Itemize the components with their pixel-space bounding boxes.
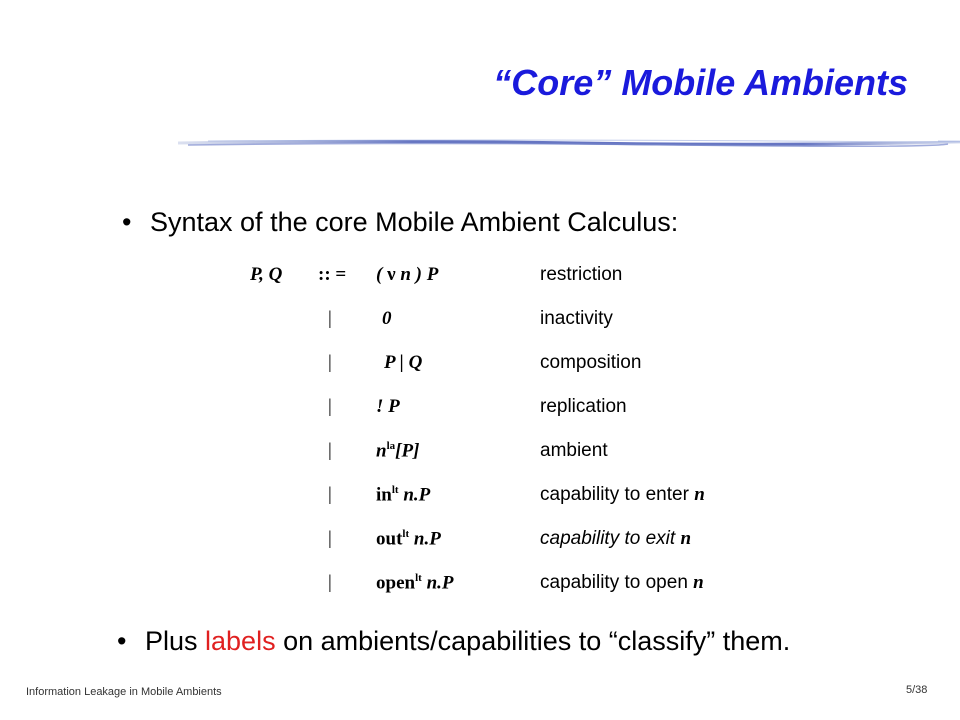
grammar-bar: | — [328, 352, 332, 373]
cap-label: lt — [415, 572, 422, 584]
grammar-bar: | — [328, 484, 332, 505]
cap-keyword: open — [376, 572, 416, 594]
ambient-label: la — [386, 440, 396, 452]
slide-number: 5/38 — [906, 684, 928, 696]
grammar-bar: | — [328, 440, 332, 461]
desc-text: capability to exit — [540, 528, 676, 549]
term-post: n ) P — [395, 264, 439, 285]
grammar-desc — [540, 528, 691, 550]
term-pre: n — [376, 440, 387, 462]
grammar-term — [376, 264, 438, 286]
grammar-desc — [540, 484, 705, 506]
term-post: n.P — [409, 528, 441, 550]
desc-text: capability to open — [540, 572, 688, 593]
cap-keyword: in — [376, 484, 392, 506]
term-post: n.P — [421, 572, 454, 594]
grammar-def: :: = — [318, 264, 347, 285]
grammar-term — [376, 440, 419, 462]
grammar-desc — [540, 572, 704, 594]
slide-title: “Core” Mobile Ambients — [493, 62, 908, 103]
grammar-row — [0, 308, 960, 338]
grammar-term — [376, 484, 430, 506]
nu-symbol: ν — [387, 264, 396, 285]
desc-var: n — [694, 484, 705, 505]
bullet-dot: • — [122, 207, 132, 237]
grammar-row — [0, 484, 960, 514]
grammar-row — [0, 264, 960, 294]
grammar-lhs: P, Q — [250, 264, 283, 285]
grammar-desc: restriction — [540, 264, 623, 285]
term-pre: ( — [376, 264, 388, 285]
grammar-row — [0, 440, 960, 470]
grammar-row — [0, 396, 960, 426]
term-post: [P] — [395, 440, 420, 462]
footer-title: Information Leakage in Mobile Ambients — [26, 686, 222, 698]
grammar-desc: inactivity — [540, 308, 613, 329]
desc-text: capability to enter — [540, 484, 689, 505]
cap-label: lt — [402, 528, 410, 540]
grammar-row — [0, 352, 960, 382]
grammar-term — [376, 528, 441, 550]
grammar-desc: ambient — [540, 440, 608, 461]
bullet-dot: • — [117, 626, 127, 656]
grammar-bar: | — [328, 308, 332, 329]
grammar-term — [376, 572, 454, 594]
desc-var: n — [693, 572, 704, 593]
grammar-term: 0 — [382, 308, 392, 329]
grammar-bar: | — [328, 528, 332, 549]
labels-highlight: labels — [205, 626, 276, 656]
grammar-bar: | — [328, 572, 332, 593]
grammar-term: ! P — [376, 396, 400, 417]
bullet-labels-before: Plus — [145, 626, 206, 656]
cap-keyword: out — [376, 528, 403, 550]
desc-var: n — [680, 528, 692, 549]
cap-label: lt — [391, 484, 399, 496]
grammar-term: P | Q — [384, 352, 423, 373]
bullet-labels — [117, 626, 790, 657]
grammar-bar: | — [328, 396, 332, 417]
bullet-syntax-text: Syntax of the core Mobile Ambient Calculus: — [150, 207, 679, 237]
term-post: n.P — [398, 484, 431, 506]
bullet-labels-after: on ambients/capabilities to “classify” them. — [275, 626, 791, 656]
grammar-desc: composition — [540, 352, 642, 373]
grammar-desc: replication — [540, 396, 627, 417]
grammar-row — [0, 528, 960, 558]
grammar-row — [0, 572, 960, 602]
